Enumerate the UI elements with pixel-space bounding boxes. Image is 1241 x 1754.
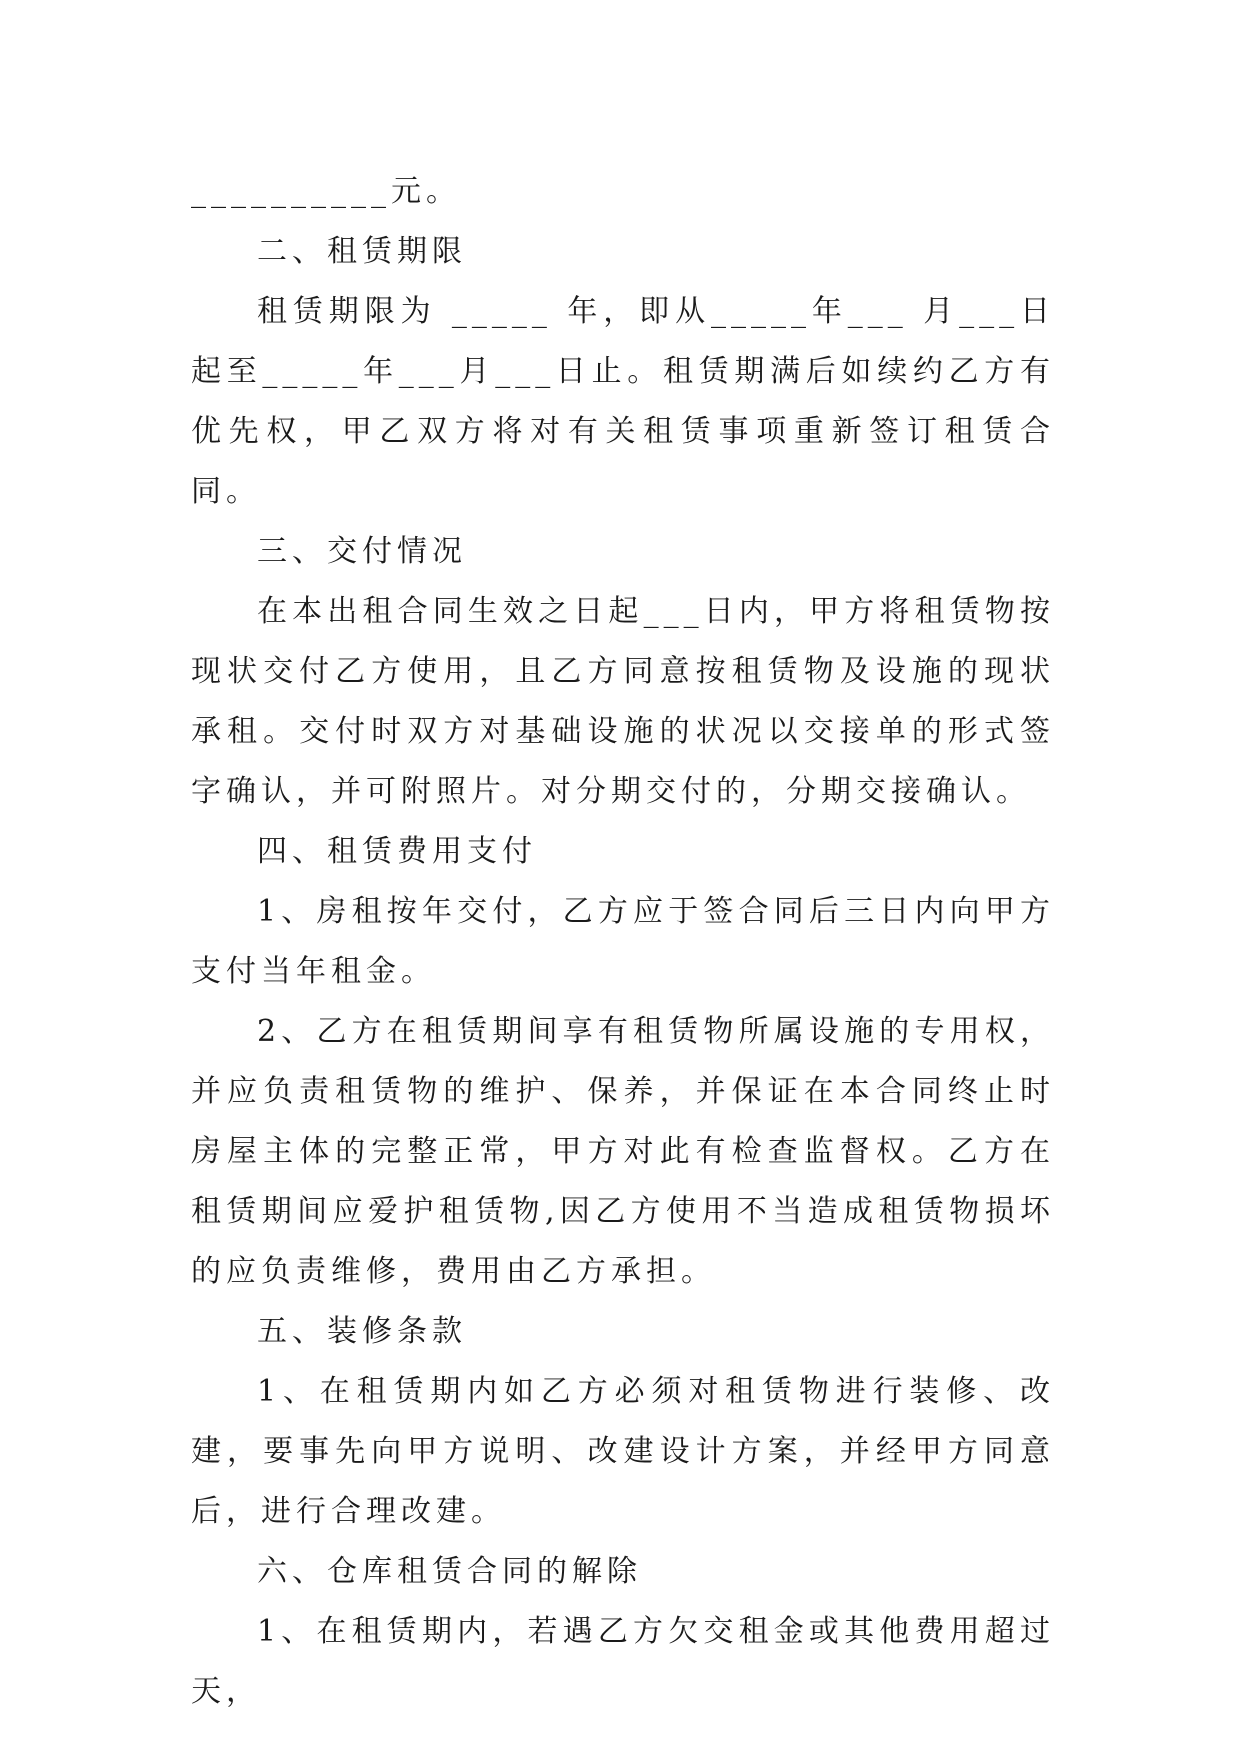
- paragraph-payment-1: 1、房租按年交付，乙方应于签合同后三日内向甲方支付当年租金。: [191, 894, 1055, 989]
- section-heading-payment: 四、租赁费用支付: [257, 834, 537, 869]
- paragraph-lease-term: 租赁期限为 _____ 年，即从_____年___ 月___日起至_____年___月___日止。租赁期满后如续约乙方有优先权，甲乙双方将对有关租赁事项重新签订租赁合同。: [191, 294, 1055, 509]
- section-heading-termination: 六、仓库租赁合同的解除: [257, 1554, 642, 1589]
- document-body: [191, 162, 1055, 1722]
- section-heading-delivery: 三、交付情况: [257, 534, 467, 569]
- paragraph-payment-2: 2、乙方在租赁期间享有租赁物所属设施的专用权，并应负责租赁物的维护、保养，并保证在本合同终止时房屋主体的完整正常，甲方对此有检查监督权。乙方在租赁期间应爱护租赁物,因乙方使用不当造成租赁物损坏的应负责维修，费用由乙方承担。: [191, 1014, 1055, 1289]
- amount-line: __________元。: [191, 174, 461, 209]
- section-heading-lease-term: 二、租赁期限: [257, 234, 467, 269]
- paragraph-renovation-1: 1、在租赁期内如乙方必须对租赁物进行装修、改建，要事先向甲方说明、改建设计方案，并经甲方同意后，进行合理改建。: [191, 1374, 1055, 1529]
- section-heading-renovation: 五、装修条款: [257, 1314, 467, 1349]
- paragraph-termination-1: 1、在租赁期内，若遇乙方欠交租金或其他费用超过 天，: [191, 1614, 1055, 1709]
- paragraph-delivery: 在本出租合同生效之日起___日内，甲方将租赁物按现状交付乙方使用，且乙方同意按租赁物及设施的现状承租。交付时双方对基础设施的状况以交接单的形式签字确认，并可附照片。对分期交付的，分期交接确认。: [191, 594, 1055, 809]
